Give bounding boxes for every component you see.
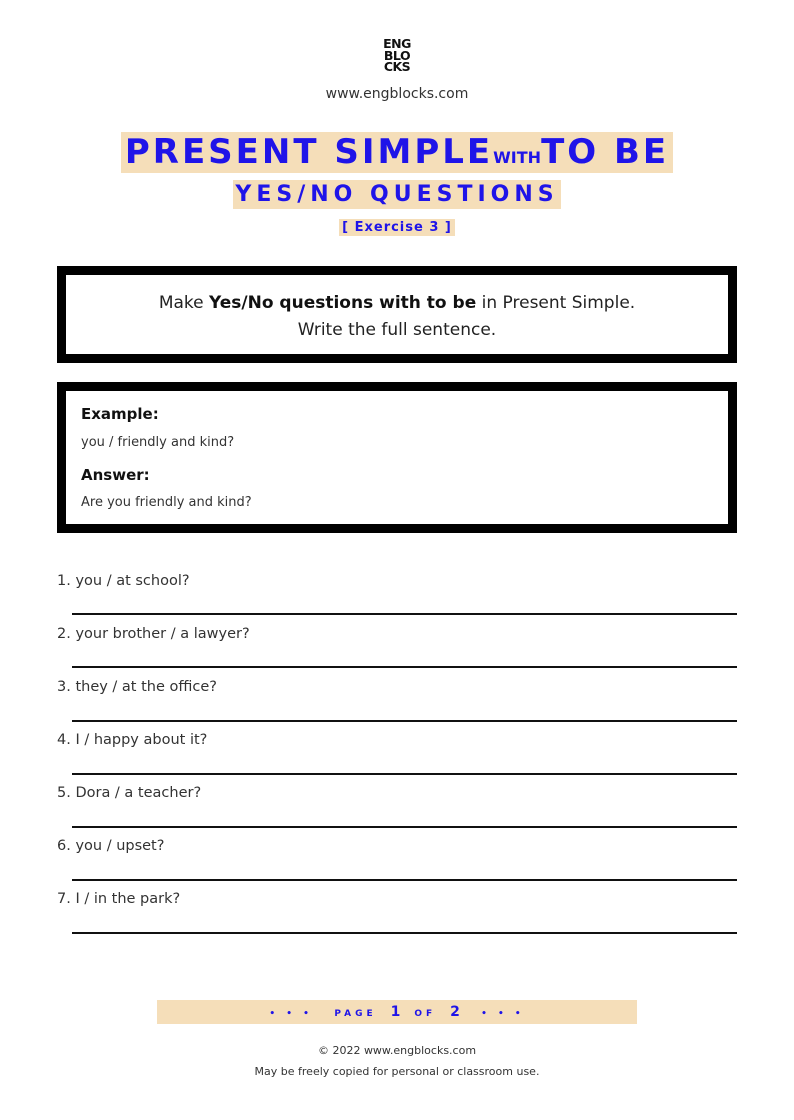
dots-right: • • • [481, 1009, 525, 1019]
page-indicator [157, 1000, 637, 1024]
of-label: OF [414, 1009, 437, 1019]
answer-line-6[interactable] [72, 879, 737, 881]
answer-line-3[interactable] [72, 720, 737, 722]
example-box [57, 382, 737, 533]
page-total: 2 [450, 1004, 460, 1020]
dots-left: • • • [269, 1009, 313, 1019]
question-3: 3. they / at the office? [57, 679, 217, 695]
instructions-box [57, 266, 737, 363]
title-row [0, 132, 794, 173]
example-answer: Are you friendly and kind? [81, 495, 252, 510]
engblocks-logo [0, 38, 794, 73]
exercise-label: [ Exercise 3 ] [339, 219, 455, 236]
subtitle-row [0, 180, 794, 209]
question-7: 7. I / in the park? [57, 891, 181, 907]
site-url[interactable]: www.engblocks.com [325, 86, 469, 102]
question-6: 6. you / upset? [57, 838, 165, 854]
answer-line-4[interactable] [72, 773, 737, 775]
page-label: PAGE [334, 1009, 377, 1019]
license-note: May be freely copied for personal or classroom use. [254, 1065, 540, 1078]
logo-line-1: ENG [383, 36, 411, 51]
answer-line-7[interactable] [72, 932, 737, 934]
example-label: Example: [81, 405, 159, 423]
instructions-line-1 [66, 290, 728, 317]
question-5: 5. Dora / a teacher? [57, 785, 202, 801]
page-title [121, 132, 673, 173]
title-part-2: WITH [493, 148, 542, 167]
instructions-line-2: Write the full sentence. [297, 320, 497, 340]
instructions-prefix: Make [158, 293, 209, 313]
logo-line-2: BLO [383, 47, 411, 63]
answer-label: Answer: [81, 466, 150, 484]
example-prompt: you / friendly and kind? [81, 435, 235, 450]
exercise-row [0, 216, 794, 236]
title-part-3: TO BE [541, 132, 670, 172]
page-subtitle: YES/NO QUESTIONS [235, 182, 559, 207]
question-1: 1. you / at school? [57, 573, 190, 589]
question-4: 4. I / happy about it? [57, 732, 208, 748]
instructions-suffix: in Present Simple. [476, 293, 636, 313]
answer-line-5[interactable] [72, 826, 737, 828]
copyright: © 2022 www.engblocks.com [317, 1044, 477, 1057]
question-2: 2. your brother / a lawyer? [57, 626, 250, 642]
logo-line-3: CKS [383, 59, 411, 74]
answer-line-1[interactable] [72, 613, 737, 615]
page-current: 1 [390, 1004, 401, 1020]
title-part-1: PRESENT SIMPLE [124, 132, 494, 172]
instructions-bold: Yes/No questions with to be [209, 293, 477, 313]
answer-line-2[interactable] [72, 666, 737, 668]
